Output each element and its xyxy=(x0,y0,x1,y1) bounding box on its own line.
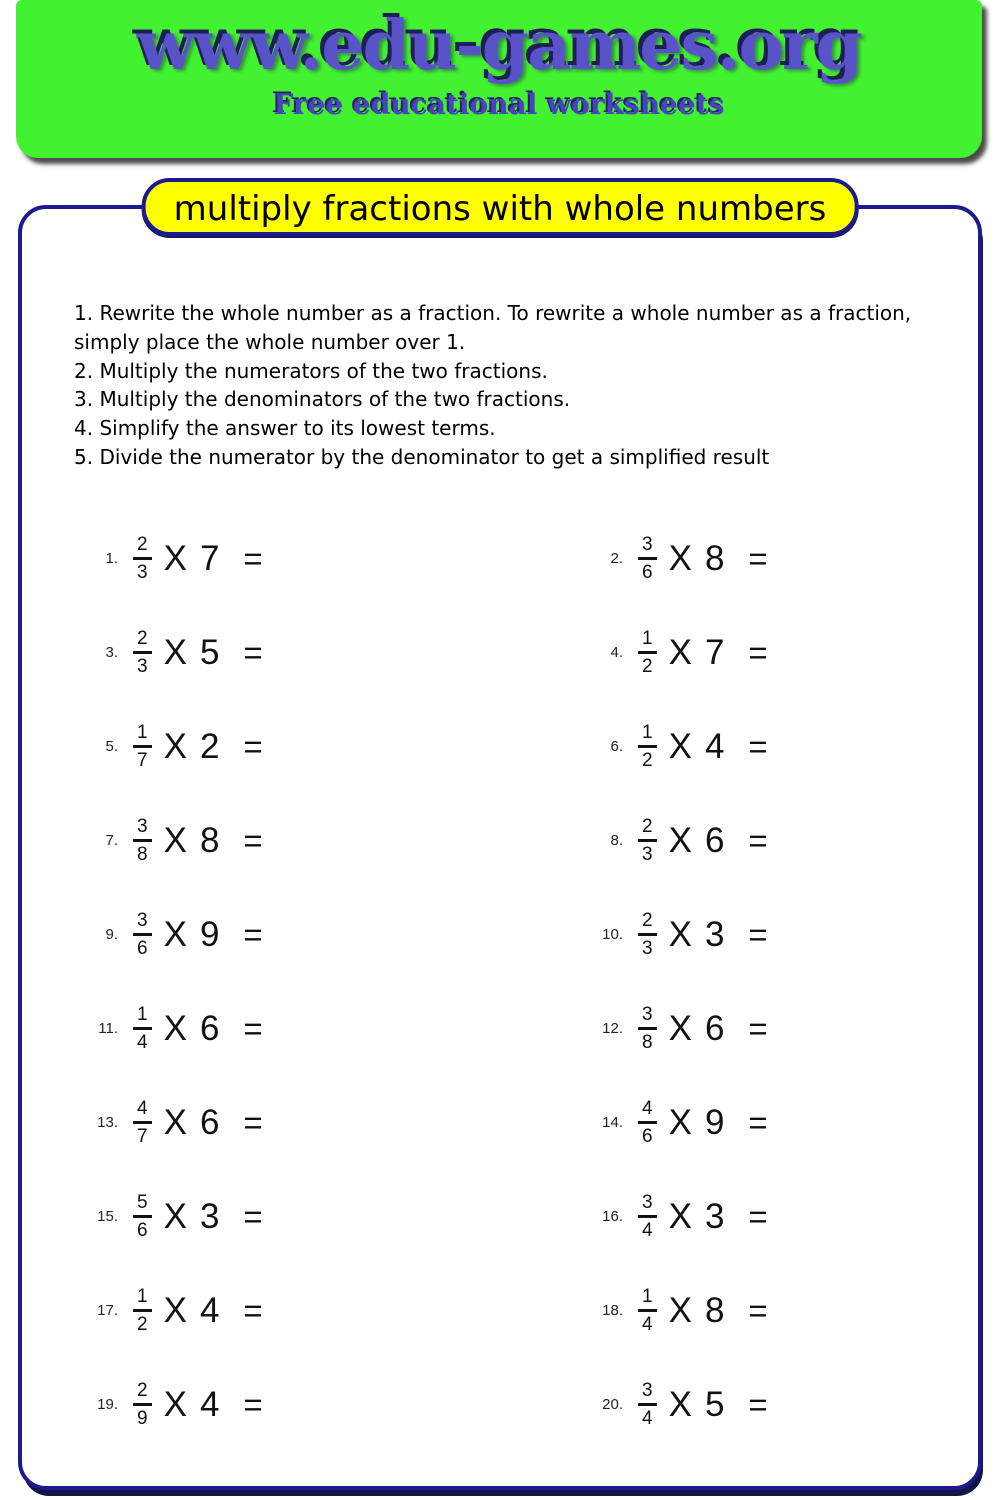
fraction-numerator: 3 xyxy=(642,1004,653,1026)
multiply-sign: X xyxy=(668,1290,692,1330)
fraction-denominator: 3 xyxy=(133,651,152,677)
whole-number: 8 xyxy=(704,1290,725,1330)
instruction-line: 5. Divide the numerator by the denominator to get a simplified result xyxy=(74,444,770,469)
worksheet-title-pill xyxy=(142,178,859,236)
fraction-numerator: 2 xyxy=(137,1380,148,1402)
fraction xyxy=(133,1286,152,1336)
equals-sign: = xyxy=(748,1009,768,1047)
fraction-denominator: 8 xyxy=(638,1027,657,1053)
problem-item-10 xyxy=(579,910,978,960)
fraction-numerator: 3 xyxy=(642,534,653,556)
multiply-sign: X xyxy=(163,914,187,954)
equals-sign: = xyxy=(243,727,263,765)
worksheet-sheet xyxy=(18,189,982,1490)
fraction xyxy=(133,816,152,866)
equals-sign: = xyxy=(243,821,263,859)
fraction-numerator: 4 xyxy=(642,1098,653,1120)
problem-number: 18. xyxy=(602,1302,623,1320)
problem-item-1 xyxy=(74,534,579,584)
fraction-denominator: 2 xyxy=(133,1309,152,1335)
problem-number: 6. xyxy=(610,738,623,756)
fraction xyxy=(638,722,657,772)
fraction-denominator: 6 xyxy=(638,1121,657,1147)
problem-item-5 xyxy=(74,722,579,772)
fraction-numerator: 3 xyxy=(137,816,148,838)
whole-number: 7 xyxy=(704,632,725,672)
fraction-numerator: 1 xyxy=(137,722,148,744)
instruction-line: 2. Multiply the numerators of the two fractions. xyxy=(74,358,548,383)
multiply-sign: X xyxy=(668,1196,692,1236)
problem-item-18 xyxy=(579,1286,978,1336)
multiply-sign: X xyxy=(163,1102,187,1142)
problems-grid xyxy=(74,512,978,1452)
equals-sign: = xyxy=(748,633,768,671)
fraction xyxy=(133,1098,152,1148)
problem-item-12 xyxy=(579,1004,978,1054)
whole-number: 7 xyxy=(199,538,220,578)
multiply-sign: X xyxy=(163,1008,187,1048)
fraction-denominator: 6 xyxy=(133,933,152,959)
fraction-denominator: 4 xyxy=(133,1027,152,1053)
whole-number: 4 xyxy=(704,726,725,766)
equals-sign: = xyxy=(243,915,263,953)
problem-item-19 xyxy=(74,1380,579,1430)
fraction xyxy=(638,1380,657,1430)
multiply-sign: X xyxy=(668,1102,692,1142)
problem-item-2 xyxy=(579,534,978,584)
fraction xyxy=(638,910,657,960)
problem-number: 5. xyxy=(105,738,118,756)
fraction-numerator: 3 xyxy=(642,1380,653,1402)
fraction-numerator: 4 xyxy=(137,1098,148,1120)
site-tagline: Free educational worksheets xyxy=(273,88,725,121)
equals-sign: = xyxy=(748,1197,768,1235)
whole-number: 6 xyxy=(199,1102,220,1142)
problem-number: 17. xyxy=(97,1302,118,1320)
multiply-sign: X xyxy=(163,820,187,860)
whole-number: 6 xyxy=(704,820,725,860)
problem-item-17 xyxy=(74,1286,579,1336)
problem-item-6 xyxy=(579,722,978,772)
multiply-sign: X xyxy=(163,726,187,766)
fraction xyxy=(638,1192,657,1242)
whole-number: 6 xyxy=(704,1008,725,1048)
multiply-sign: X xyxy=(668,1384,692,1424)
whole-number: 2 xyxy=(199,726,220,766)
whole-number: 9 xyxy=(704,1102,725,1142)
fraction xyxy=(133,1380,152,1430)
fraction xyxy=(133,722,152,772)
problem-number: 19. xyxy=(97,1396,118,1414)
instruction-line: 4. Simplify the answer to its lowest terms. xyxy=(74,416,496,441)
fraction-denominator: 2 xyxy=(638,745,657,771)
problem-number: 12. xyxy=(602,1020,623,1038)
problem-item-15 xyxy=(74,1192,579,1242)
fraction-denominator: 3 xyxy=(638,933,657,959)
multiply-sign: X xyxy=(668,632,692,672)
fraction-denominator: 2 xyxy=(638,651,657,677)
instruction-line: 3. Multiply the denominators of the two fractions. xyxy=(74,387,571,412)
fraction-denominator: 7 xyxy=(133,1121,152,1147)
fraction-numerator: 2 xyxy=(137,534,148,556)
problem-number: 9. xyxy=(105,926,118,944)
fraction-denominator: 6 xyxy=(638,557,657,583)
whole-number: 4 xyxy=(199,1290,220,1330)
fraction-denominator: 3 xyxy=(133,557,152,583)
whole-number: 3 xyxy=(704,914,725,954)
fraction-numerator: 1 xyxy=(642,722,653,744)
fraction-denominator: 4 xyxy=(638,1309,657,1335)
multiply-sign: X xyxy=(163,632,187,672)
fraction-denominator: 3 xyxy=(638,839,657,865)
whole-number: 4 xyxy=(199,1384,220,1424)
fraction xyxy=(638,1004,657,1054)
whole-number: 6 xyxy=(199,1008,220,1048)
site-header xyxy=(16,0,982,158)
equals-sign: = xyxy=(748,1291,768,1329)
whole-number: 8 xyxy=(704,538,725,578)
fraction xyxy=(133,628,152,678)
problem-number: 1. xyxy=(105,550,118,568)
problem-item-14 xyxy=(579,1098,978,1148)
fraction-numerator: 1 xyxy=(137,1004,148,1026)
problem-number: 7. xyxy=(105,832,118,850)
worksheet-title: multiply fractions with whole numbers xyxy=(173,189,827,229)
fraction-denominator: 4 xyxy=(638,1215,657,1241)
whole-number: 5 xyxy=(199,632,220,672)
multiply-sign: X xyxy=(668,726,692,766)
whole-number: 5 xyxy=(704,1384,725,1424)
problem-item-9 xyxy=(74,910,579,960)
site-logo-text: www.edu-games.org xyxy=(136,6,862,86)
problem-number: 8. xyxy=(610,832,623,850)
equals-sign: = xyxy=(243,1385,263,1423)
fraction-numerator: 2 xyxy=(642,816,653,838)
fraction-numerator: 1 xyxy=(137,1286,148,1308)
fraction xyxy=(133,1004,152,1054)
fraction xyxy=(133,910,152,960)
equals-sign: = xyxy=(748,727,768,765)
equals-sign: = xyxy=(243,633,263,671)
multiply-sign: X xyxy=(163,1290,187,1330)
fraction xyxy=(638,816,657,866)
problem-number: 15. xyxy=(97,1208,118,1226)
equals-sign: = xyxy=(243,1197,263,1235)
multiply-sign: X xyxy=(163,1196,187,1236)
problem-number: 4. xyxy=(610,644,623,662)
fraction xyxy=(133,534,152,584)
fraction-numerator: 3 xyxy=(642,1192,653,1214)
equals-sign: = xyxy=(243,1291,263,1329)
problem-item-3 xyxy=(74,628,579,678)
multiply-sign: X xyxy=(668,538,692,578)
multiply-sign: X xyxy=(668,914,692,954)
fraction-denominator: 4 xyxy=(638,1403,657,1429)
equals-sign: = xyxy=(243,1103,263,1141)
fraction-numerator: 2 xyxy=(137,628,148,650)
whole-number: 9 xyxy=(199,914,220,954)
fraction-denominator: 7 xyxy=(133,745,152,771)
problem-item-13 xyxy=(74,1098,579,1148)
fraction xyxy=(638,1098,657,1148)
fraction-numerator: 1 xyxy=(642,1286,653,1308)
fraction-numerator: 2 xyxy=(642,910,653,932)
problem-item-8 xyxy=(579,816,978,866)
fraction-denominator: 6 xyxy=(133,1215,152,1241)
instruction-line: 1. Rewrite the whole number as a fraction. To rewrite a whole number as a fraction, simply place the whole number over 1. xyxy=(74,301,912,354)
equals-sign: = xyxy=(748,1103,768,1141)
problem-number: 10. xyxy=(602,926,623,944)
fraction xyxy=(638,534,657,584)
equals-sign: = xyxy=(748,1385,768,1423)
problem-item-11 xyxy=(74,1004,579,1054)
fraction-denominator: 9 xyxy=(133,1403,152,1429)
equals-sign: = xyxy=(748,915,768,953)
multiply-sign: X xyxy=(163,538,187,578)
fraction-denominator: 8 xyxy=(133,839,152,865)
fraction xyxy=(638,628,657,678)
problem-number: 3. xyxy=(105,644,118,662)
problem-item-7 xyxy=(74,816,579,866)
problem-number: 11. xyxy=(98,1020,118,1038)
whole-number: 8 xyxy=(199,820,220,860)
problem-item-16 xyxy=(579,1192,978,1242)
problem-number: 20. xyxy=(602,1396,623,1414)
problem-number: 13. xyxy=(97,1114,118,1132)
equals-sign: = xyxy=(243,539,263,577)
multiply-sign: X xyxy=(668,820,692,860)
fraction-numerator: 3 xyxy=(137,910,148,932)
fraction xyxy=(133,1192,152,1242)
fraction-numerator: 5 xyxy=(137,1192,148,1214)
equals-sign: = xyxy=(748,821,768,859)
problem-number: 2. xyxy=(610,550,623,568)
equals-sign: = xyxy=(243,1009,263,1047)
multiply-sign: X xyxy=(668,1008,692,1048)
fraction xyxy=(638,1286,657,1336)
fraction-numerator: 1 xyxy=(642,628,653,650)
whole-number: 3 xyxy=(199,1196,220,1236)
problem-item-4 xyxy=(579,628,978,678)
whole-number: 3 xyxy=(704,1196,725,1236)
equals-sign: = xyxy=(748,539,768,577)
multiply-sign: X xyxy=(163,1384,187,1424)
problem-number: 14. xyxy=(602,1114,623,1132)
problem-item-20 xyxy=(579,1380,978,1430)
instructions-block xyxy=(22,209,978,472)
problem-number: 16. xyxy=(602,1208,623,1226)
